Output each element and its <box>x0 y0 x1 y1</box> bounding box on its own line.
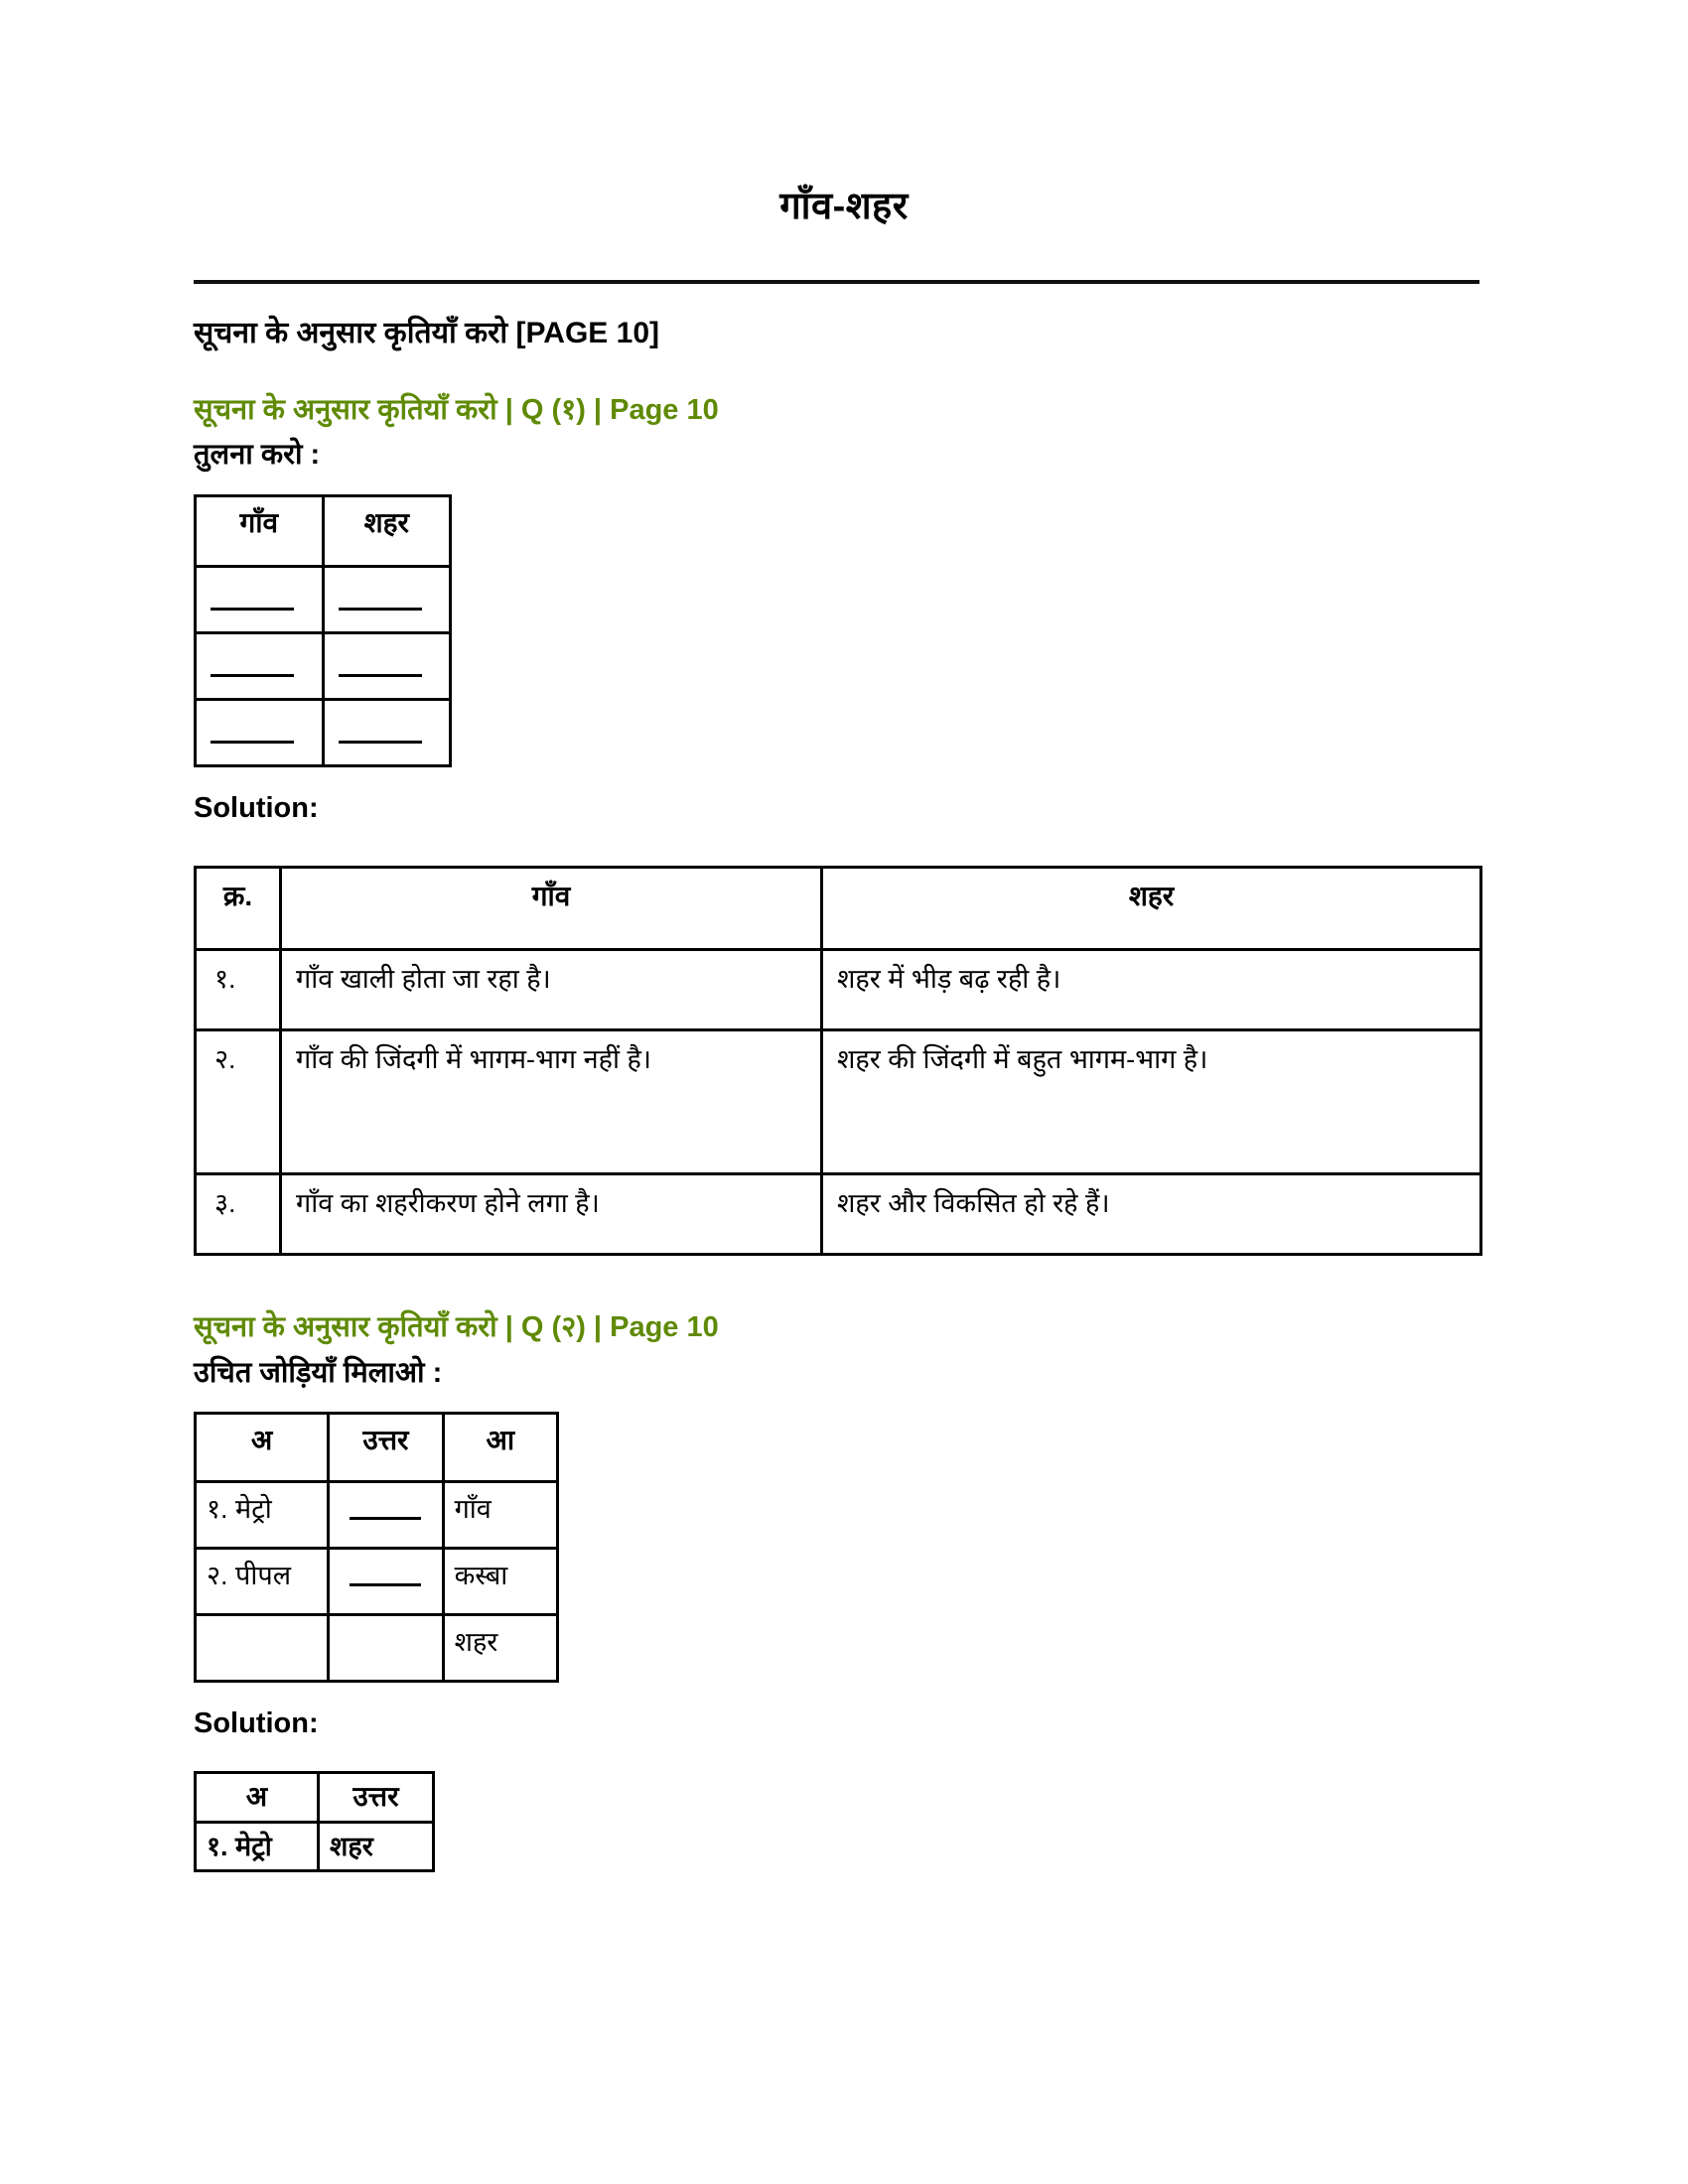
table-header-row <box>196 867 1481 949</box>
table-row <box>196 1482 558 1549</box>
blank-answer-line <box>339 715 422 744</box>
blank-cell[interactable] <box>196 700 324 766</box>
blank-cell[interactable] <box>323 633 451 700</box>
cell-gaon: गाँव खाली होता जा रहा है। <box>281 949 822 1029</box>
q1-prompt: तुलना करो : <box>194 439 321 472</box>
q1-green-heading: सूचना के अनुसार कृतियाँ करो | Q (१) | Page 10 <box>194 393 719 426</box>
blank-cell[interactable] <box>196 633 324 700</box>
row-index: २. <box>196 1029 281 1173</box>
cell-aa-item: शहर <box>443 1615 557 1682</box>
column-header-shahar: शहर <box>822 867 1481 949</box>
blank-cell[interactable] <box>196 567 324 633</box>
table-row <box>196 949 1481 1029</box>
q2-solution-label: Solution: <box>194 1707 319 1740</box>
blank-answer-line <box>350 1493 421 1520</box>
blank-cell[interactable] <box>323 567 451 633</box>
column-header-aa: आ <box>443 1414 557 1482</box>
q1-solution-label: Solution: <box>194 792 319 825</box>
column-header-gaon: गाँव <box>196 496 324 567</box>
table-row <box>196 1615 558 1682</box>
q1-solution-table <box>194 866 1482 1256</box>
table-row <box>196 567 451 633</box>
q1-blank-compare-table <box>194 494 452 767</box>
column-header-a: अ <box>196 1414 329 1482</box>
table-row <box>196 1173 1481 1254</box>
table-header-row <box>196 1414 558 1482</box>
cell-aa-item: गाँव <box>443 1482 557 1549</box>
q2-answer-table <box>194 1771 435 1872</box>
section-heading: सूचना के अनुसार कृतियाँ करो [PAGE 10] <box>194 316 659 349</box>
cell-answer-blank[interactable] <box>329 1615 443 1682</box>
page-title: गाँव-शहर <box>779 186 909 227</box>
blank-cell[interactable] <box>323 700 451 766</box>
cell-a-item <box>196 1615 329 1682</box>
column-header-uttar: उत्तर <box>329 1414 443 1482</box>
blank-answer-line <box>211 582 294 611</box>
table-row <box>196 1029 1481 1173</box>
cell-shahar: शहर में भीड़ बढ़ रही है। <box>822 949 1481 1029</box>
column-header-index: क्र. <box>196 867 281 949</box>
blank-answer-line <box>339 648 422 677</box>
column-header-a: अ <box>196 1773 319 1823</box>
table-header-row <box>196 496 451 567</box>
blank-answer-line <box>211 648 294 677</box>
cell-a-item: २. पीपल <box>196 1549 329 1615</box>
row-index: १. <box>196 949 281 1029</box>
column-header-uttar: उत्तर <box>319 1773 434 1823</box>
q2-prompt: उचित जोड़ियाँ मिलाओ : <box>194 1356 443 1389</box>
blank-answer-line <box>339 582 422 611</box>
q2-green-heading: सूचना के अनुसार कृतियाँ करो | Q (२) | Page 10 <box>194 1310 719 1343</box>
title-divider <box>194 280 1479 284</box>
cell-uttar-item: शहर <box>319 1823 434 1871</box>
document-content <box>0 314 1688 1872</box>
table-row <box>196 633 451 700</box>
q2-matching-table <box>194 1412 559 1683</box>
cell-gaon: गाँव की जिंदगी में भागम-भाग नहीं है। <box>281 1029 822 1173</box>
cell-a-item: १. मेट्रो <box>196 1482 329 1549</box>
cell-shahar: शहर और विकसित हो रहे हैं। <box>822 1173 1481 1254</box>
column-header-gaon: गाँव <box>281 867 822 949</box>
table-row <box>196 1823 434 1871</box>
table-header-row <box>196 1773 434 1823</box>
cell-gaon: गाँव का शहरीकरण होने लगा है। <box>281 1173 822 1254</box>
table-row <box>196 700 451 766</box>
table-row <box>196 1549 558 1615</box>
cell-aa-item: कस्बा <box>443 1549 557 1615</box>
cell-answer-blank[interactable] <box>329 1482 443 1549</box>
blank-answer-line <box>350 1560 421 1586</box>
row-index: ३. <box>196 1173 281 1254</box>
cell-shahar: शहर की जिंदगी में बहुत भागम-भाग है। <box>822 1029 1481 1173</box>
blank-answer-line <box>211 715 294 744</box>
cell-a-item: १. मेट्रो <box>196 1823 319 1871</box>
column-header-shahar: शहर <box>323 496 451 567</box>
cell-answer-blank[interactable] <box>329 1549 443 1615</box>
